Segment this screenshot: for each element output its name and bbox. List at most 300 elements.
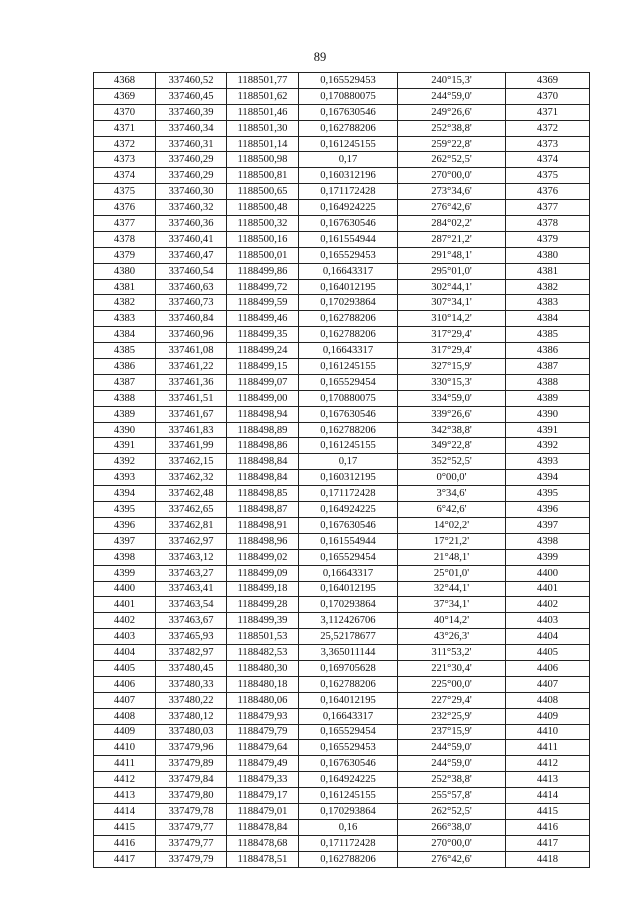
table-row bbox=[94, 279, 590, 295]
next-point-cell: 4405 bbox=[506, 645, 590, 661]
table-row bbox=[94, 438, 590, 454]
next-point-cell: 4406 bbox=[506, 660, 590, 676]
distance-cell: 0,167630546 bbox=[299, 756, 398, 772]
point-number-cell: 4400 bbox=[94, 581, 156, 597]
next-point-cell: 4373 bbox=[506, 136, 590, 152]
distance-cell: 0,165529454 bbox=[299, 374, 398, 390]
x-coordinate-cell: 337461,99 bbox=[156, 438, 227, 454]
table-row bbox=[94, 486, 590, 502]
x-coordinate-cell: 337479,79 bbox=[156, 851, 227, 867]
distance-cell: 0,167630546 bbox=[299, 104, 398, 120]
point-number-cell: 4409 bbox=[94, 724, 156, 740]
y-coordinate-cell: 1188501,62 bbox=[227, 88, 299, 104]
bearing-cell: 252°38,8' bbox=[398, 120, 506, 136]
next-point-cell: 4386 bbox=[506, 343, 590, 359]
x-coordinate-cell: 337460,52 bbox=[156, 73, 227, 89]
bearing-cell: 227°29,4' bbox=[398, 692, 506, 708]
bearing-cell: 352°52,5' bbox=[398, 454, 506, 470]
x-coordinate-cell: 337461,36 bbox=[156, 374, 227, 390]
next-point-cell: 4384 bbox=[506, 311, 590, 327]
table-row bbox=[94, 247, 590, 263]
distance-cell: 3,365011144 bbox=[299, 645, 398, 661]
point-number-cell: 4413 bbox=[94, 788, 156, 804]
table-row bbox=[94, 231, 590, 247]
x-coordinate-cell: 337480,22 bbox=[156, 692, 227, 708]
x-coordinate-cell: 337461,83 bbox=[156, 422, 227, 438]
table-row bbox=[94, 613, 590, 629]
x-coordinate-cell: 337460,34 bbox=[156, 120, 227, 136]
x-coordinate-cell: 337480,45 bbox=[156, 660, 227, 676]
point-number-cell: 4405 bbox=[94, 660, 156, 676]
y-coordinate-cell: 1188499,09 bbox=[227, 565, 299, 581]
point-number-cell: 4411 bbox=[94, 756, 156, 772]
bearing-cell: 262°52,5' bbox=[398, 152, 506, 168]
table-row bbox=[94, 422, 590, 438]
distance-cell: 0,16643317 bbox=[299, 263, 398, 279]
next-point-cell: 4374 bbox=[506, 152, 590, 168]
y-coordinate-cell: 1188500,98 bbox=[227, 152, 299, 168]
table-row bbox=[94, 565, 590, 581]
x-coordinate-cell: 337462,15 bbox=[156, 454, 227, 470]
table-row bbox=[94, 803, 590, 819]
x-coordinate-cell: 337460,39 bbox=[156, 104, 227, 120]
bearing-cell: 221°30,4' bbox=[398, 660, 506, 676]
x-coordinate-cell: 337460,96 bbox=[156, 327, 227, 343]
bearing-cell: 310°14,2' bbox=[398, 311, 506, 327]
bearing-cell: 237°15,9' bbox=[398, 724, 506, 740]
bearing-cell: 342°38,8' bbox=[398, 422, 506, 438]
table-row bbox=[94, 533, 590, 549]
distance-cell: 0,171172428 bbox=[299, 184, 398, 200]
bearing-cell: 284°02,2' bbox=[398, 216, 506, 232]
next-point-cell: 4387 bbox=[506, 359, 590, 375]
next-point-cell: 4407 bbox=[506, 676, 590, 692]
distance-cell: 0,16 bbox=[299, 819, 398, 835]
bearing-cell: 295°01,0' bbox=[398, 263, 506, 279]
y-coordinate-cell: 1188500,48 bbox=[227, 200, 299, 216]
next-point-cell: 4398 bbox=[506, 533, 590, 549]
bearing-cell: 6°42,6' bbox=[398, 502, 506, 518]
x-coordinate-cell: 337479,77 bbox=[156, 835, 227, 851]
table-row bbox=[94, 645, 590, 661]
point-number-cell: 4407 bbox=[94, 692, 156, 708]
distance-cell: 0,164924225 bbox=[299, 772, 398, 788]
x-coordinate-cell: 337460,63 bbox=[156, 279, 227, 295]
x-coordinate-cell: 337462,48 bbox=[156, 486, 227, 502]
y-coordinate-cell: 1188482,53 bbox=[227, 645, 299, 661]
table-row bbox=[94, 406, 590, 422]
y-coordinate-cell: 1188498,84 bbox=[227, 454, 299, 470]
bearing-cell: 270°00,0' bbox=[398, 168, 506, 184]
bearing-cell: 25°01,0' bbox=[398, 565, 506, 581]
bearing-cell: 17°21,2' bbox=[398, 533, 506, 549]
next-point-cell: 4395 bbox=[506, 486, 590, 502]
distance-cell: 25,52178677 bbox=[299, 629, 398, 645]
x-coordinate-cell: 337460,47 bbox=[156, 247, 227, 263]
table-row bbox=[94, 517, 590, 533]
point-number-cell: 4378 bbox=[94, 231, 156, 247]
table-row bbox=[94, 676, 590, 692]
table-row bbox=[94, 740, 590, 756]
x-coordinate-cell: 337465,93 bbox=[156, 629, 227, 645]
distance-cell: 0,164924225 bbox=[299, 200, 398, 216]
point-number-cell: 4371 bbox=[94, 120, 156, 136]
bearing-cell: 32°44,1' bbox=[398, 581, 506, 597]
point-number-cell: 4403 bbox=[94, 629, 156, 645]
next-point-cell: 4377 bbox=[506, 200, 590, 216]
y-coordinate-cell: 1188498,91 bbox=[227, 517, 299, 533]
y-coordinate-cell: 1188499,59 bbox=[227, 295, 299, 311]
x-coordinate-cell: 337460,31 bbox=[156, 136, 227, 152]
distance-cell: 0,170293864 bbox=[299, 803, 398, 819]
distance-cell: 0,164012195 bbox=[299, 279, 398, 295]
bearing-cell: 339°26,6' bbox=[398, 406, 506, 422]
point-number-cell: 4396 bbox=[94, 517, 156, 533]
y-coordinate-cell: 1188499,72 bbox=[227, 279, 299, 295]
x-coordinate-cell: 337462,97 bbox=[156, 533, 227, 549]
distance-cell: 0,164924225 bbox=[299, 502, 398, 518]
x-coordinate-cell: 337479,77 bbox=[156, 819, 227, 835]
x-coordinate-cell: 337479,84 bbox=[156, 772, 227, 788]
next-point-cell: 4410 bbox=[506, 724, 590, 740]
point-number-cell: 4390 bbox=[94, 422, 156, 438]
x-coordinate-cell: 337463,41 bbox=[156, 581, 227, 597]
point-number-cell: 4385 bbox=[94, 343, 156, 359]
next-point-cell: 4412 bbox=[506, 756, 590, 772]
next-point-cell: 4416 bbox=[506, 819, 590, 835]
next-point-cell: 4403 bbox=[506, 613, 590, 629]
table-row bbox=[94, 120, 590, 136]
x-coordinate-cell: 337480,03 bbox=[156, 724, 227, 740]
distance-cell: 0,161245155 bbox=[299, 136, 398, 152]
x-coordinate-cell: 337463,27 bbox=[156, 565, 227, 581]
bearing-cell: 37°34,1' bbox=[398, 597, 506, 613]
point-number-cell: 4373 bbox=[94, 152, 156, 168]
table-row bbox=[94, 788, 590, 804]
table-row bbox=[94, 581, 590, 597]
next-point-cell: 4369 bbox=[506, 73, 590, 89]
bearing-cell: 244°59,0' bbox=[398, 756, 506, 772]
x-coordinate-cell: 337460,54 bbox=[156, 263, 227, 279]
y-coordinate-cell: 1188478,68 bbox=[227, 835, 299, 851]
distance-cell: 0,161554944 bbox=[299, 231, 398, 247]
y-coordinate-cell: 1188499,86 bbox=[227, 263, 299, 279]
x-coordinate-cell: 337460,84 bbox=[156, 311, 227, 327]
y-coordinate-cell: 1188499,35 bbox=[227, 327, 299, 343]
distance-cell: 0,162788206 bbox=[299, 120, 398, 136]
table-row bbox=[94, 152, 590, 168]
next-point-cell: 4392 bbox=[506, 438, 590, 454]
next-point-cell: 4376 bbox=[506, 184, 590, 200]
table-row bbox=[94, 692, 590, 708]
distance-cell: 0,164012195 bbox=[299, 581, 398, 597]
next-point-cell: 4383 bbox=[506, 295, 590, 311]
x-coordinate-cell: 337479,96 bbox=[156, 740, 227, 756]
y-coordinate-cell: 1188499,18 bbox=[227, 581, 299, 597]
y-coordinate-cell: 1188478,84 bbox=[227, 819, 299, 835]
point-number-cell: 4376 bbox=[94, 200, 156, 216]
x-coordinate-cell: 337460,73 bbox=[156, 295, 227, 311]
bearing-cell: 249°26,6' bbox=[398, 104, 506, 120]
bearing-cell: 259°22,8' bbox=[398, 136, 506, 152]
y-coordinate-cell: 1188479,33 bbox=[227, 772, 299, 788]
point-number-cell: 4417 bbox=[94, 851, 156, 867]
point-number-cell: 4416 bbox=[94, 835, 156, 851]
y-coordinate-cell: 1188498,89 bbox=[227, 422, 299, 438]
table-row bbox=[94, 295, 590, 311]
point-number-cell: 4397 bbox=[94, 533, 156, 549]
bearing-cell: 276°42,6' bbox=[398, 851, 506, 867]
point-number-cell: 4410 bbox=[94, 740, 156, 756]
table-row bbox=[94, 470, 590, 486]
bearing-cell: 240°15,3' bbox=[398, 73, 506, 89]
point-number-cell: 4401 bbox=[94, 597, 156, 613]
bearing-cell: 330°15,3' bbox=[398, 374, 506, 390]
table-row bbox=[94, 660, 590, 676]
next-point-cell: 4413 bbox=[506, 772, 590, 788]
distance-cell: 0,161554944 bbox=[299, 533, 398, 549]
y-coordinate-cell: 1188479,93 bbox=[227, 708, 299, 724]
x-coordinate-cell: 337480,33 bbox=[156, 676, 227, 692]
next-point-cell: 4399 bbox=[506, 549, 590, 565]
next-point-cell: 4418 bbox=[506, 851, 590, 867]
coordinates-table bbox=[93, 72, 590, 868]
x-coordinate-cell: 337460,45 bbox=[156, 88, 227, 104]
point-number-cell: 4372 bbox=[94, 136, 156, 152]
point-number-cell: 4377 bbox=[94, 216, 156, 232]
bearing-cell: 270°00,0' bbox=[398, 835, 506, 851]
y-coordinate-cell: 1188499,15 bbox=[227, 359, 299, 375]
table-row bbox=[94, 104, 590, 120]
y-coordinate-cell: 1188479,49 bbox=[227, 756, 299, 772]
bearing-cell: 317°29,4' bbox=[398, 327, 506, 343]
table-row bbox=[94, 772, 590, 788]
table-row bbox=[94, 851, 590, 867]
x-coordinate-cell: 337461,67 bbox=[156, 406, 227, 422]
table-row bbox=[94, 88, 590, 104]
y-coordinate-cell: 1188478,51 bbox=[227, 851, 299, 867]
table-row bbox=[94, 756, 590, 772]
x-coordinate-cell: 337480,12 bbox=[156, 708, 227, 724]
next-point-cell: 4382 bbox=[506, 279, 590, 295]
table-row bbox=[94, 454, 590, 470]
distance-cell: 0,170293864 bbox=[299, 597, 398, 613]
next-point-cell: 4379 bbox=[506, 231, 590, 247]
next-point-cell: 4402 bbox=[506, 597, 590, 613]
table-row bbox=[94, 724, 590, 740]
next-point-cell: 4400 bbox=[506, 565, 590, 581]
point-number-cell: 4386 bbox=[94, 359, 156, 375]
y-coordinate-cell: 1188479,64 bbox=[227, 740, 299, 756]
table-row bbox=[94, 502, 590, 518]
y-coordinate-cell: 1188501,30 bbox=[227, 120, 299, 136]
y-coordinate-cell: 1188499,24 bbox=[227, 343, 299, 359]
x-coordinate-cell: 337462,32 bbox=[156, 470, 227, 486]
distance-cell: 0,162788206 bbox=[299, 327, 398, 343]
point-number-cell: 4382 bbox=[94, 295, 156, 311]
next-point-cell: 4396 bbox=[506, 502, 590, 518]
x-coordinate-cell: 337460,36 bbox=[156, 216, 227, 232]
y-coordinate-cell: 1188480,18 bbox=[227, 676, 299, 692]
bearing-cell: 252°38,8' bbox=[398, 772, 506, 788]
point-number-cell: 4389 bbox=[94, 406, 156, 422]
point-number-cell: 4368 bbox=[94, 73, 156, 89]
point-number-cell: 4369 bbox=[94, 88, 156, 104]
bearing-cell: 255°57,8' bbox=[398, 788, 506, 804]
next-point-cell: 4411 bbox=[506, 740, 590, 756]
x-coordinate-cell: 337479,80 bbox=[156, 788, 227, 804]
y-coordinate-cell: 1188499,00 bbox=[227, 390, 299, 406]
bearing-cell: 273°34,6' bbox=[398, 184, 506, 200]
next-point-cell: 4375 bbox=[506, 168, 590, 184]
x-coordinate-cell: 337461,22 bbox=[156, 359, 227, 375]
bearing-cell: 266°38,0' bbox=[398, 819, 506, 835]
bearing-cell: 327°15,9' bbox=[398, 359, 506, 375]
point-number-cell: 4415 bbox=[94, 819, 156, 835]
distance-cell: 0,161245155 bbox=[299, 438, 398, 454]
point-number-cell: 4412 bbox=[94, 772, 156, 788]
bearing-cell: 334°59,0' bbox=[398, 390, 506, 406]
table-row bbox=[94, 549, 590, 565]
next-point-cell: 4404 bbox=[506, 629, 590, 645]
distance-cell: 0,17 bbox=[299, 152, 398, 168]
distance-cell: 0,162788206 bbox=[299, 676, 398, 692]
x-coordinate-cell: 337482,97 bbox=[156, 645, 227, 661]
distance-cell: 0,162788206 bbox=[299, 311, 398, 327]
distance-cell: 0,167630546 bbox=[299, 517, 398, 533]
y-coordinate-cell: 1188498,96 bbox=[227, 533, 299, 549]
next-point-cell: 4381 bbox=[506, 263, 590, 279]
distance-cell: 0,162788206 bbox=[299, 851, 398, 867]
x-coordinate-cell: 337461,08 bbox=[156, 343, 227, 359]
next-point-cell: 4409 bbox=[506, 708, 590, 724]
bearing-cell: 317°29,4' bbox=[398, 343, 506, 359]
table-row bbox=[94, 819, 590, 835]
table-row bbox=[94, 311, 590, 327]
table-row bbox=[94, 263, 590, 279]
bearing-cell: 311°53,2' bbox=[398, 645, 506, 661]
bearing-cell: 307°34,1' bbox=[398, 295, 506, 311]
table-row bbox=[94, 343, 590, 359]
bearing-cell: 244°59,0' bbox=[398, 88, 506, 104]
next-point-cell: 4370 bbox=[506, 88, 590, 104]
y-coordinate-cell: 1188479,79 bbox=[227, 724, 299, 740]
bearing-cell: 14°02,2' bbox=[398, 517, 506, 533]
next-point-cell: 4401 bbox=[506, 581, 590, 597]
x-coordinate-cell: 337460,29 bbox=[156, 168, 227, 184]
bearing-cell: 0°00,0' bbox=[398, 470, 506, 486]
next-point-cell: 4388 bbox=[506, 374, 590, 390]
distance-cell: 0,165529453 bbox=[299, 247, 398, 263]
point-number-cell: 4395 bbox=[94, 502, 156, 518]
next-point-cell: 4389 bbox=[506, 390, 590, 406]
point-number-cell: 4388 bbox=[94, 390, 156, 406]
x-coordinate-cell: 337462,81 bbox=[156, 517, 227, 533]
table-row bbox=[94, 835, 590, 851]
x-coordinate-cell: 337460,30 bbox=[156, 184, 227, 200]
y-coordinate-cell: 1188499,39 bbox=[227, 613, 299, 629]
point-number-cell: 4375 bbox=[94, 184, 156, 200]
y-coordinate-cell: 1188501,77 bbox=[227, 73, 299, 89]
distance-cell: 0,161245155 bbox=[299, 359, 398, 375]
point-number-cell: 4383 bbox=[94, 311, 156, 327]
table-row bbox=[94, 216, 590, 232]
table-row bbox=[94, 73, 590, 89]
bearing-cell: 40°14,2' bbox=[398, 613, 506, 629]
bearing-cell: 3°34,6' bbox=[398, 486, 506, 502]
distance-cell: 0,170880075 bbox=[299, 390, 398, 406]
distance-cell: 0,165529454 bbox=[299, 724, 398, 740]
x-coordinate-cell: 337461,51 bbox=[156, 390, 227, 406]
point-number-cell: 4398 bbox=[94, 549, 156, 565]
table-row bbox=[94, 168, 590, 184]
point-number-cell: 4380 bbox=[94, 263, 156, 279]
x-coordinate-cell: 337463,67 bbox=[156, 613, 227, 629]
table-row bbox=[94, 359, 590, 375]
point-number-cell: 4404 bbox=[94, 645, 156, 661]
point-number-cell: 4391 bbox=[94, 438, 156, 454]
x-coordinate-cell: 337463,12 bbox=[156, 549, 227, 565]
y-coordinate-cell: 1188498,87 bbox=[227, 502, 299, 518]
point-number-cell: 4394 bbox=[94, 486, 156, 502]
bearing-cell: 302°44,1' bbox=[398, 279, 506, 295]
next-point-cell: 4408 bbox=[506, 692, 590, 708]
distance-cell: 0,170880075 bbox=[299, 88, 398, 104]
bearing-cell: 225°00,0' bbox=[398, 676, 506, 692]
point-number-cell: 4414 bbox=[94, 803, 156, 819]
table-row bbox=[94, 629, 590, 645]
y-coordinate-cell: 1188480,06 bbox=[227, 692, 299, 708]
point-number-cell: 4408 bbox=[94, 708, 156, 724]
distance-cell: 0,169705628 bbox=[299, 660, 398, 676]
y-coordinate-cell: 1188499,02 bbox=[227, 549, 299, 565]
page-number: 89 bbox=[313, 50, 327, 64]
x-coordinate-cell: 337479,89 bbox=[156, 756, 227, 772]
x-coordinate-cell: 337460,41 bbox=[156, 231, 227, 247]
distance-cell: 0,165529453 bbox=[299, 740, 398, 756]
y-coordinate-cell: 1188501,46 bbox=[227, 104, 299, 120]
y-coordinate-cell: 1188500,16 bbox=[227, 231, 299, 247]
point-number-cell: 4381 bbox=[94, 279, 156, 295]
distance-cell: 0,165529454 bbox=[299, 549, 398, 565]
coordinates-table-body bbox=[94, 73, 590, 868]
point-number-cell: 4393 bbox=[94, 470, 156, 486]
point-number-cell: 4399 bbox=[94, 565, 156, 581]
distance-cell: 0,160312195 bbox=[299, 470, 398, 486]
point-number-cell: 4374 bbox=[94, 168, 156, 184]
y-coordinate-cell: 1188498,86 bbox=[227, 438, 299, 454]
table-row bbox=[94, 136, 590, 152]
next-point-cell: 4371 bbox=[506, 104, 590, 120]
x-coordinate-cell: 337462,65 bbox=[156, 502, 227, 518]
bearing-cell: 262°52,5' bbox=[398, 803, 506, 819]
y-coordinate-cell: 1188500,32 bbox=[227, 216, 299, 232]
distance-cell: 0,16643317 bbox=[299, 343, 398, 359]
y-coordinate-cell: 1188501,14 bbox=[227, 136, 299, 152]
distance-cell: 0,162788206 bbox=[299, 422, 398, 438]
table-row bbox=[94, 597, 590, 613]
next-point-cell: 4378 bbox=[506, 216, 590, 232]
table-row bbox=[94, 374, 590, 390]
distance-cell: 0,167630546 bbox=[299, 406, 398, 422]
distance-cell: 0,161245155 bbox=[299, 788, 398, 804]
bearing-cell: 21°48,1' bbox=[398, 549, 506, 565]
next-point-cell: 4397 bbox=[506, 517, 590, 533]
distance-cell: 0,164012195 bbox=[299, 692, 398, 708]
next-point-cell: 4372 bbox=[506, 120, 590, 136]
y-coordinate-cell: 1188501,53 bbox=[227, 629, 299, 645]
bearing-cell: 276°42,6' bbox=[398, 200, 506, 216]
